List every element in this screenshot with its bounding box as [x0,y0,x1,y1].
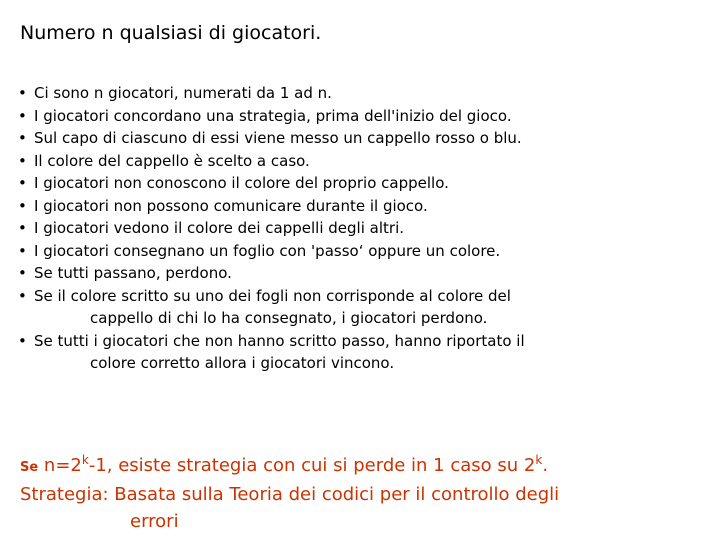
list-item-continuation: colore corretto allora i giocatori vincono. [90,354,395,372]
bullet-icon: • [18,106,27,125]
list-item: • I giocatori consegnano un foglio con 'passo‘ oppure un colore. [18,240,708,263]
strategy-line-3: errori [130,511,179,532]
bullet-icon: • [18,331,27,350]
bullet-icon: • [18,264,27,282]
condition-label: Se [20,460,39,475]
list-item: • I giocatori concordano una strategia, prima dell'inizio del gioco. [18,105,708,128]
bullet-icon: • [18,286,27,305]
list-item: • Il colore del cappello è scelto a caso. [18,150,708,173]
list-item: • Ci sono n giocatori, numerati da 1 ad n. [18,82,708,105]
bullet-icon: • [18,241,27,260]
list-item: • Sul capo di ciascuno di essi viene messo un cappello rosso o blu. [18,127,708,150]
list-item: • Se il colore scritto su uno dei fogli non corrisponde al colore del cappello di chi lo ha consegnato, i giocatori perdono. [18,285,708,330]
strategy-line-2: Strategia: Basata sulla Teoria dei codici per il controllo degli [20,484,560,505]
bullet-icon: • [18,174,27,192]
rules-list [18,82,708,375]
list-item: • Se tutti passano, perdono. [18,262,708,285]
strategy-line-1: Se $n=2^k-1$, esiste strategia con cui si perde in 1 caso su 2$^k$. [20,453,549,476]
bullet-icon: • [18,84,27,102]
bullet-icon: • [18,196,27,215]
list-item: • I giocatori non conoscono il colore del proprio cappello. [18,172,708,195]
strategy-note [20,452,710,535]
list-item: • I giocatori non possono comunicare durante il gioco. [18,195,708,218]
bullet-icon: • [18,219,27,237]
list-item: • I giocatori vedono il colore dei cappelli degli altri. [18,217,708,240]
page-title: Numero n qualsiasi di giocatori. [20,22,322,44]
bullet-icon: • [18,151,27,170]
list-item-continuation: cappello di chi lo ha consegnato, i giocatori perdono. [90,309,488,327]
list-item: • Se tutti i giocatori che non hanno scritto passo, hanno riportato il colore corretto allora i giocatori vincono. [18,330,708,375]
bullet-icon: • [18,129,27,147]
